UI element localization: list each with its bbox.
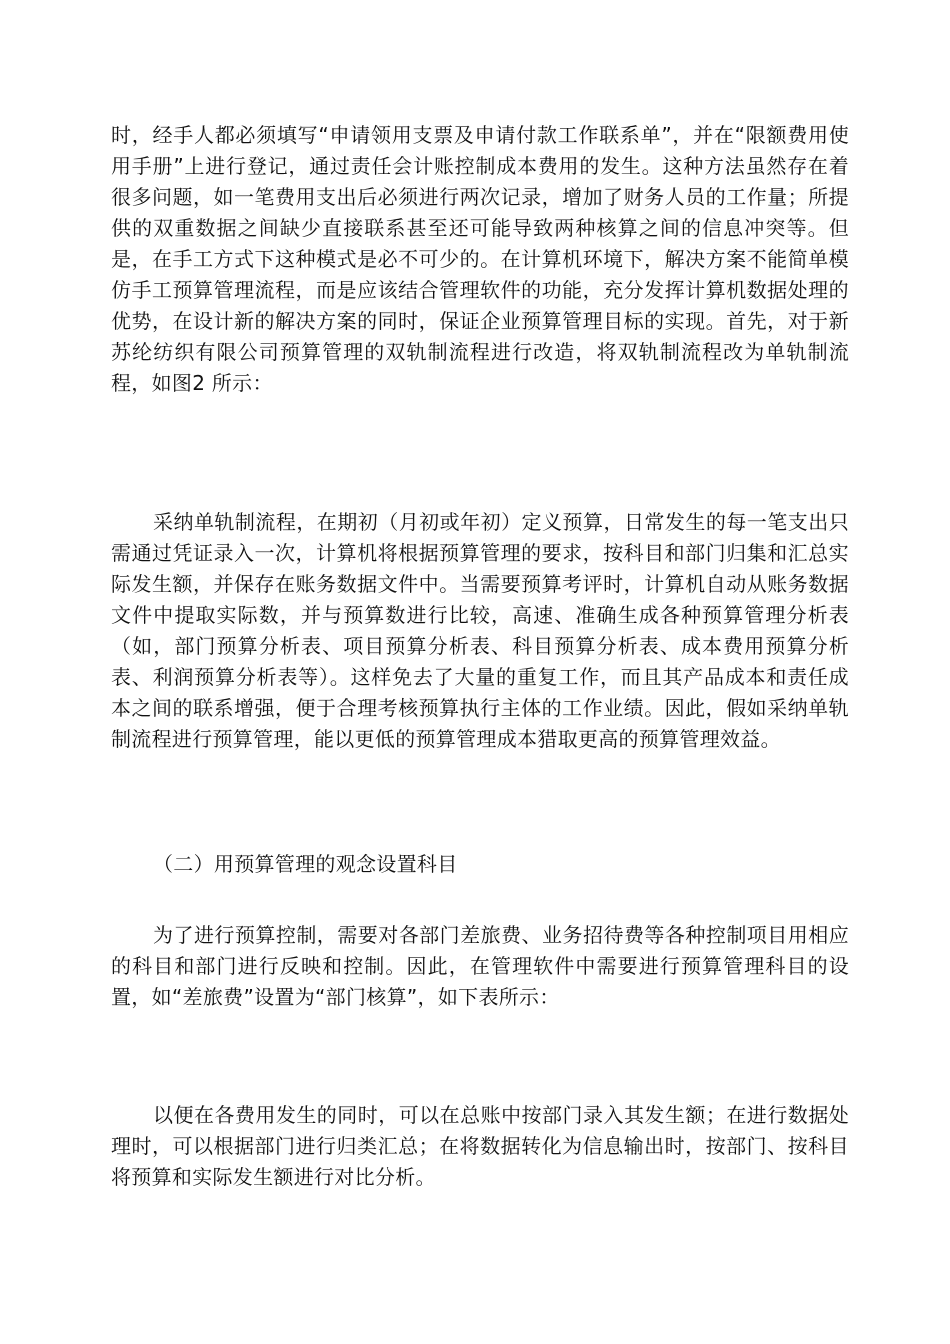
paragraph-2: 采纳单轨制流程，在期初（月初或年初）定义预算，日常发生的每一笔支出只需通过凭证录入一次，计算机将根据预算管理的要求，按科目和部门归集和汇总实际发生额，并保存在账务数据文件中。当需要预算考评时，计算机自动从账务数据文件中提取实际数，并与预算数进行比较，高速、准确生成各种预算管理分析表（如，部门预算分析表、项目预算分析表、科目预算分析表、成本费用预算分析表、利润预算分析表等）。这样免去了大量的重复工作，而且其产品成本和责任成本之间的联系增强，便于合理考核预算执行主体的工作业绩。因此，假如采纳单轨制流程进行预算管理，能以更低的预算管理成本猎取更高的预算管理效益。 xyxy=(111,510,849,751)
paragraph-4: 以便在各费用发生的同时，可以在总账中按部门录入其发生额；在进行数据处理时，可以根据部门进行归类汇总；在将数据转化为信息输出时，按部门、按科目将预算和实际发生额进行对比分析。 xyxy=(111,1103,849,1189)
section-heading: （二）用预算管理的观念设置科目 xyxy=(153,852,458,876)
paragraph-3: 为了进行预算控制，需要对各部门差旅费、业务招待费等各种控制项目用相应的科目和部门进行反映和控制。因此，在管理软件中需要进行预算管理科目的设置，如“差旅费”设置为“部门核算”，如下表所示： xyxy=(111,923,849,1009)
paragraph-1: 时，经手人都必须填写“申请领用支票及申请付款工作联系单”，并在“限额费用使用手册”上进行登记，通过责任会计账控制成本费用的发生。这种方法虽然存在着很多问题，如一笔费用支出后必须进行两次记录，增加了财务人员的工作量；所提供的双重数据之间缺少直接联系甚至还可能导致两种核算之间的信息冲突等。但是，在手工方式下这种模式是必不可少的。在计算机环境下，解决方案不能简单模仿手工预算管理流程，而是应该结合管理软件的功能，充分发挥计算机数据处理的优势，在设计新的解决方案的同时，保证企业预算管理目标的实现。首先，对于新苏纶纺织有限公司预算管理的双轨制流程进行改造，将双轨制流程改为单轨制流程，如图2 所示： xyxy=(111,123,849,395)
